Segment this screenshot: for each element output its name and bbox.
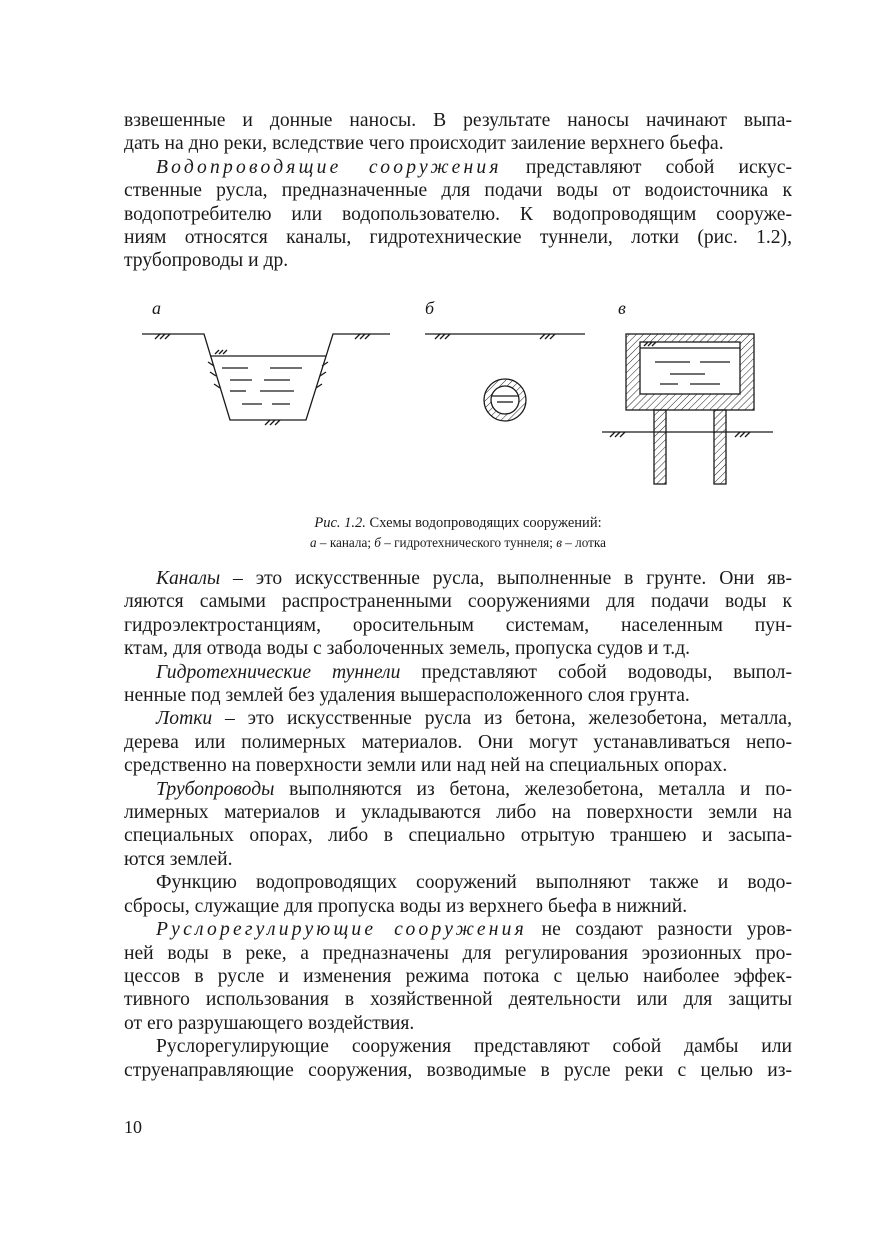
page-number: 10 — [124, 1117, 142, 1137]
text-line — [124, 661, 792, 684]
text-line: средственно на поверхности земли или над ней на специальных опорах. — [124, 755, 728, 777]
caption-desc-b: – гидротехнического туннеля; — [380, 535, 557, 550]
caption-desc-a: – канала; — [316, 535, 375, 550]
term-spaced: Водопроводящие сооружения — [156, 156, 502, 178]
text-line: цессов в русле и изменения режима потока с целью наиболее эффек- — [124, 965, 792, 987]
text-line: специальных опорах, либо в специально отрытую траншею и засыпа- — [124, 825, 792, 847]
text-line: ственные русла, предназначенные для подачи воды от водоисточника к — [124, 180, 792, 202]
text-line — [124, 707, 792, 730]
top-text-block — [124, 109, 792, 273]
text-line: ней воды в реке, а предназначены для регулирования эрозионных про- — [124, 942, 792, 964]
term-italic: Трубопроводы — [156, 778, 275, 800]
flume-support-left — [654, 410, 666, 484]
caption-key-b: б — [374, 535, 381, 550]
text-line: сбросы, служащие для пропуска воды из верхнего бьефа в нижний. — [124, 895, 688, 917]
term-italic: Лотки — [156, 708, 213, 730]
text-line: ктам, для отвода воды с заболоченных земель, пропуска судов и т.д. — [124, 638, 691, 660]
text-line: водопотребителю или водопользователю. К водопроводящим сооруже- — [124, 203, 792, 225]
figure-label-b: б — [425, 298, 435, 318]
flume-channel — [640, 342, 740, 394]
text-fragment: представляют собой искус- — [501, 156, 792, 178]
text-line: лимерных материалов и укладываются либо на поверхности земли на — [124, 802, 792, 824]
text-line: дать на дно реки, вследствие чего происходит заиление верхнего бьефа. — [124, 133, 724, 155]
caption-key-a: а — [310, 535, 317, 550]
caption-title: Схемы водопроводящих сооружений: — [365, 515, 602, 531]
text-fragment: – это искусственные русла из бетона, железобетона, металла, — [212, 708, 792, 730]
text-line: ляются самыми распространенными сооружениями для подачи воды к — [124, 591, 792, 613]
caption-prefix: Рис. 1.2. — [314, 515, 366, 531]
text-line — [124, 156, 792, 179]
text-line: Функцию водопроводящих сооружений выполняют также и водо- — [156, 872, 792, 894]
caption-key-c: в — [556, 535, 562, 550]
figure-1-2 — [130, 296, 780, 496]
figure-caption-legend — [124, 533, 792, 552]
term-italic: Каналы — [156, 568, 221, 589]
figure-label-c: в — [618, 298, 626, 318]
text-line — [124, 918, 792, 941]
tunnel-bore — [491, 386, 519, 414]
tunnel-diagram — [425, 334, 585, 421]
text-line: дерева или полимерных материалов. Они могут устанавливаться непо- — [124, 731, 792, 753]
term-italic: Гидротехнические туннели — [156, 661, 401, 683]
text-line: ненные под землей без удаления вышерасположенного слоя грунта. — [124, 685, 690, 707]
text-line: струенаправляющие сооружения, возводимые в русле реки с целью из- — [124, 1059, 792, 1081]
text-line — [124, 778, 792, 801]
text-line: Руслорегулирующие сооружения представляют собой дамбы или — [156, 1036, 792, 1058]
canal-diagram — [142, 334, 390, 425]
text-line: от его разрушающего воздействия. — [124, 1012, 415, 1034]
text-fragment: не создают разности уров- — [526, 919, 793, 941]
text-fragment: – это искусственные русла, выполненные в грунте. Они яв- — [220, 568, 792, 589]
text-fragment: представляют собой водоводы, выпол- — [400, 661, 792, 683]
text-line: ются землей. — [124, 848, 233, 870]
figure-label-a: а — [152, 298, 161, 318]
canal-outline — [142, 334, 390, 420]
text-fragment: выполняются из бетона, железобетона, металла и по- — [274, 778, 792, 800]
figure-caption-title — [124, 514, 792, 533]
text-line: взвешенные и донные наносы. В результате наносы начинают выпа- — [124, 110, 792, 131]
flume-support-right — [714, 410, 726, 484]
text-line: трубопроводы и др. — [124, 250, 289, 272]
term-spaced: Руслорегулирующие сооружения — [156, 919, 527, 941]
text-line — [124, 567, 792, 590]
caption-desc-c: – лотка — [561, 535, 606, 550]
text-line: тивного использования в хозяйственной деятельности или для защиты — [124, 989, 792, 1011]
text-line: ниям относятся каналы, гидротехнические туннели, лотки (рис. 1.2), — [124, 227, 792, 249]
text-line: гидроэлектростанциям, оросительным системам, населенным пун- — [124, 614, 792, 636]
bottom-text-block — [124, 567, 792, 1082]
flume-diagram — [602, 334, 773, 484]
